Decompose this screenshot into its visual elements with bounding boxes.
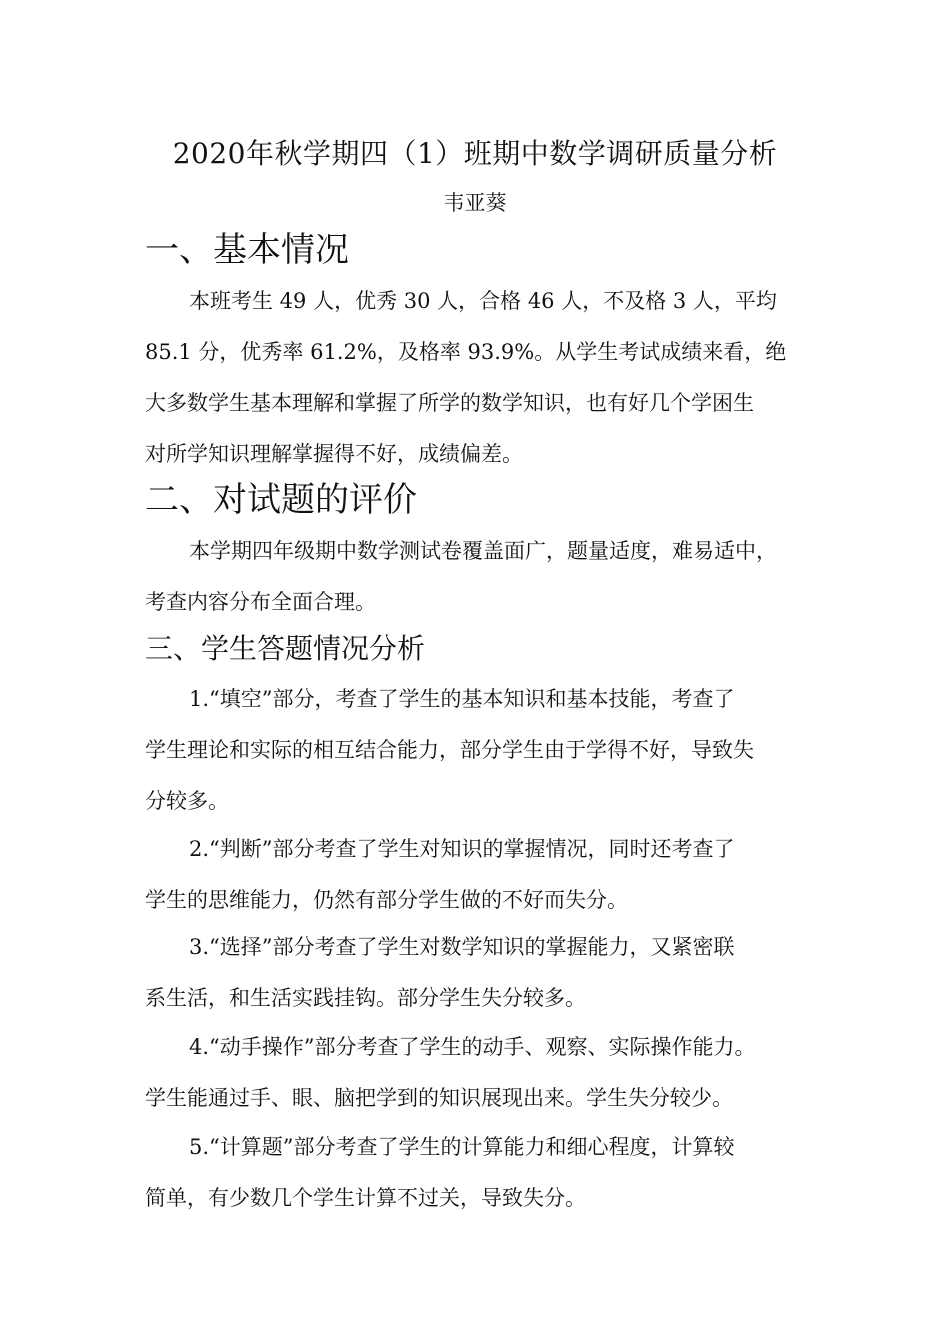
paragraph-line: 3.“选择”部分考查了学生对数学知识的掌握能力，又紧密联 [189,935,735,959]
paragraph-fill-blank [145,674,815,827]
paragraph-line: 大多数学生基本理解和掌握了所学的数学知识，也有好几个学困生 [145,391,754,415]
paragraph-line: 简单，有少数几个学生计算不过关，导致失分。 [145,1186,586,1210]
paragraph-hands-on [145,1022,815,1124]
paragraph-true-false [145,824,815,926]
paragraph-line: 系生活，和生活实践挂钩。部分学生失分较多。 [145,986,586,1010]
section-heading-answer-analysis: 三、学生答题情况分析 [145,632,426,665]
paragraph-basic-situation [145,276,815,480]
section-heading-basic-situation: 一、基本情况 [145,230,349,270]
paragraph-line: 4.“动手操作”部分考查了学生的动手、观察、实际操作能力。 [189,1035,756,1059]
paragraph-line: 本班考生 49 人，优秀 30 人，合格 46 人，不及格 3 人，平均 [189,289,777,313]
paragraph-line: 学生能通过手、眼、脑把学到的知识展现出来。学生失分较少。 [145,1086,733,1110]
paragraph-calculation [145,1122,815,1224]
paragraph-test-evaluation [145,526,815,628]
paragraph-line: 1.“填空”部分，考查了学生的基本知识和基本技能，考查了 [189,687,735,711]
paragraph-line: 85.1 分，优秀率 61.2%，及格率 93.9%。从学生考试成绩来看，绝 [145,340,787,364]
paragraph-multiple-choice [145,922,815,1024]
paragraph-line: 分较多。 [145,789,229,813]
paragraph-line: 5.“计算题”部分考查了学生的计算能力和细心程度，计算较 [189,1135,735,1159]
document-title: 2020年秋学期四（1）班期中数学调研质量分析 [172,137,778,170]
section-heading-test-evaluation: 二、对试题的评价 [145,480,417,520]
paragraph-line: 本学期四年级期中数学测试卷覆盖面广，题量适度，难易适中， [189,539,777,563]
paragraph-line: 2.“判断”部分考查了学生对知识的掌握情况，同时还考查了 [189,837,735,861]
paragraph-line: 学生理论和实际的相互结合能力，部分学生由于学得不好，导致失 [145,738,754,762]
paragraph-line: 学生的思维能力，仍然有部分学生做的不好而失分。 [145,888,628,912]
paragraph-line: 考查内容分布全面合理。 [145,590,376,614]
document-author: 韦亚葵 [443,191,507,215]
paragraph-line: 对所学知识理解掌握得不好，成绩偏差。 [145,442,523,466]
